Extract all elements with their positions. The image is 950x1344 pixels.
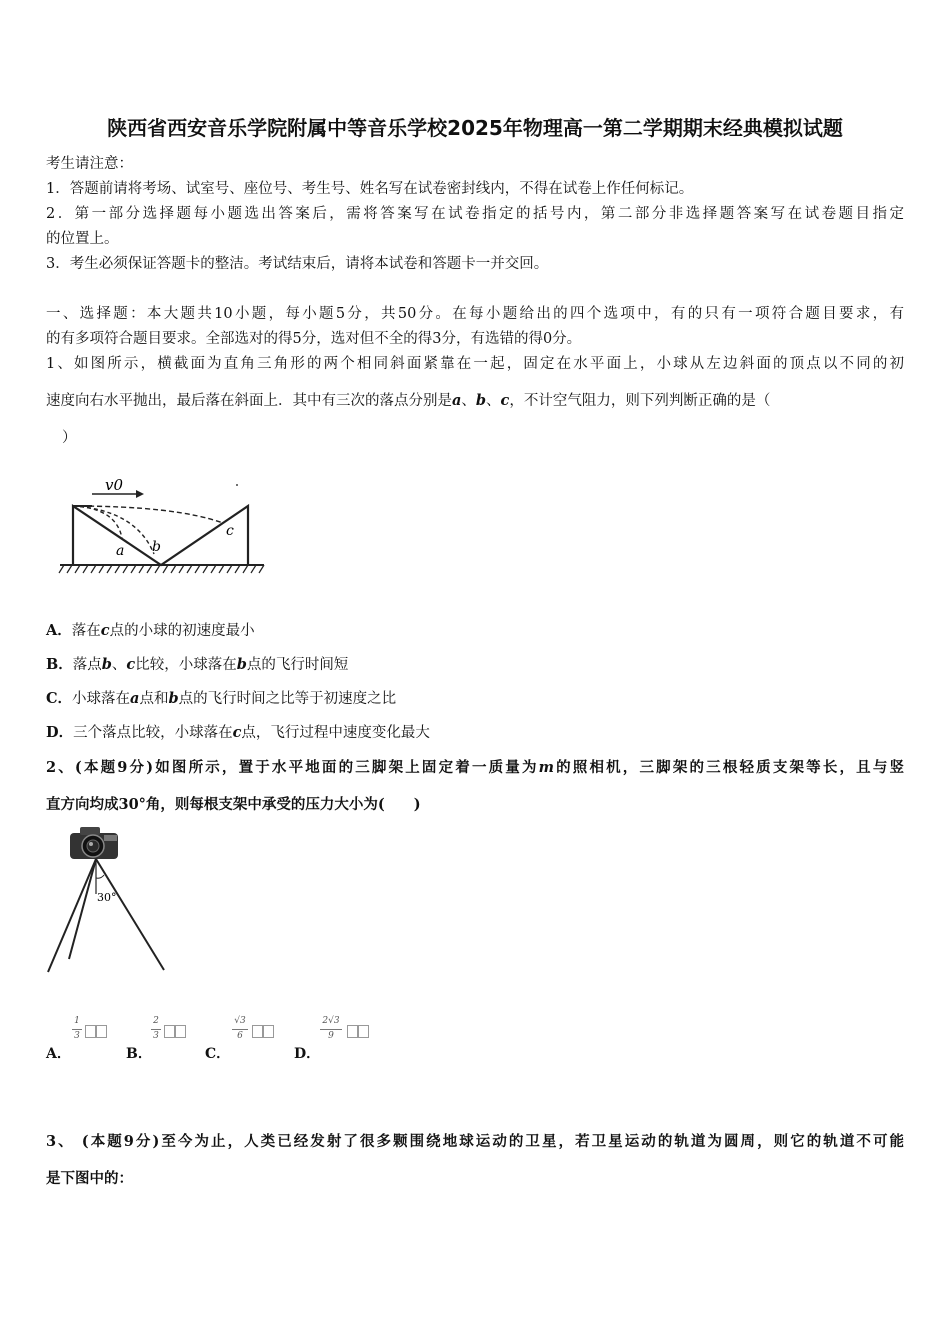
notice-item-1: 1．答题前请将考场、试室号、座位号、考生号、姓名写在试卷密封线内，不得在试卷上作任何标记。 [46,181,694,197]
option-key: B． [126,1046,152,1062]
section-heading-line1: 一、选择题：本大题共10小题，每小题5分，共50分。在每小题给出的四个选项中，有的只有一项符合题目要求，有 [46,306,904,322]
fraction-numerator: 2√3 [322,1016,340,1026]
fraction-bar [232,1029,248,1030]
q1-var-a: a [452,392,462,409]
option-key: C． [205,1046,231,1062]
q1-var-c: c [500,392,510,409]
q1-sep: 、 [486,393,501,409]
q1-line3: ） [62,430,77,446]
option-key: A． [46,1046,71,1062]
fraction-numerator: √3 [234,1016,246,1026]
q2-line1-tail: 的照相机，三脚架的三根轻质支架等长，且与竖 [553,759,905,776]
option-text: 三个落点比较，小球落在 [73,725,233,741]
option-text: 点的飞行时间短 [246,657,349,673]
q1-option-d[interactable] [46,721,430,742]
option-var: b [168,690,179,707]
missing-glyph-icon [263,1025,274,1038]
section-heading-line2: 的有多项符合题目要求。全部选对的得5分，选对但不全的得3分，有选错的得0分。 [46,331,582,347]
option-var: c [232,724,242,741]
q1-line2-text: 速度向右水平抛出，最后落在斜面上．其中有三次的落点分别是 [46,393,452,409]
option-text: 、 [111,657,127,673]
missing-glyph-icon [96,1025,107,1038]
q1-option-a[interactable] [46,619,255,640]
option-text: 比较，小球落在 [135,657,237,673]
missing-glyph-icon [358,1025,369,1038]
option-var: c [126,656,136,673]
notice-item-3: 3．考生必须保证答题卡的整洁。考试结束后，请将本试卷和答题卡一并交回。 [46,256,549,272]
exam-title: 陕西省西安音乐学院附属中等音乐学校2025年物理高一第二学期期末经典模拟试题 [107,116,843,140]
q1-line2-tail: ，不计空气阻力，则下列判断正确的是（ [509,393,771,409]
option-text: 落点 [72,657,102,673]
q1-option-b[interactable] [46,653,348,674]
q1-point-b-label: b [152,539,161,555]
q2-line1-text: 2、(本题9分)如图所示，置于水平地面的三脚架上固定着一质量为 [46,759,539,776]
option-var: c [100,622,110,639]
option-var: b [101,656,112,673]
q2-var-m: m [538,759,554,776]
fraction-denominator: 6 [237,1031,243,1041]
q1-line2 [46,389,770,410]
missing-glyph-icon [175,1025,186,1038]
q2-line1 [46,756,904,777]
q1-v0-label: v0 [105,476,124,494]
q1-point-c-label: c [226,523,234,539]
option-text: 点和 [139,691,169,707]
option-text: 小球落在 [72,691,131,707]
q1-line1: 1、如图所示，横截面为直角三角形的两个相同斜面紧靠在一起，固定在水平面上，小球从左边斜面的顶点以不同的初 [46,356,904,372]
missing-glyph-icon [252,1025,263,1038]
q3-line1: 3、 (本题9分)至今为止，人类已经发射了很多颗围绕地球运动的卫星，若卫星运动的轨道为圆周，则它的轨道不可能 [46,1133,904,1150]
option-text: 点，飞行过程中速度变化最大 [241,725,430,741]
fraction-denominator: 3 [153,1031,159,1041]
fraction-bar [320,1029,342,1030]
option-key: C． [46,690,73,707]
q1-option-c[interactable] [46,687,396,708]
q1-sep: 、 [461,393,476,409]
option-var: a [130,690,140,707]
option-key: D． [46,724,74,741]
missing-glyph-icon [164,1025,175,1038]
notice-item-2: 2．第一部分选择题每小题选出答案后，需将答案写在试卷指定的括号内，第二部分非选择题答案写在试卷题目指定 [46,206,904,222]
option-text: 点的小球的初速度最小 [109,623,255,639]
fraction-numerator: 1 [74,1016,80,1026]
q3-line2: 是下图中的： [46,1170,133,1187]
q2-angle-label: 30° [97,891,117,904]
q1-point-a-label: a [116,543,125,559]
option-key: D． [294,1046,321,1062]
option-text: 点的飞行时间之比等于初速度之比 [178,691,397,707]
option-var: b [236,656,247,673]
fraction-bar [72,1029,82,1030]
missing-glyph-icon [347,1025,358,1038]
q2-line2: 直方向均成30°角，则每根支架中承受的压力大小为( ) [46,796,421,813]
option-key: B． [46,656,73,673]
option-text: 落在 [71,623,101,639]
notice-heading: 考生请注意： [46,156,133,172]
fraction-denominator: 3 [74,1031,80,1041]
q2-tripod-figure [44,822,174,977]
fraction-denominator: 9 [328,1031,334,1041]
notice-item-2-cont: 的位置上。 [46,231,119,247]
q1-incline-figure [56,472,271,582]
q1-var-b: b [475,392,487,409]
fraction-bar [151,1029,161,1030]
camera-icon [70,827,118,859]
missing-glyph-icon [85,1025,96,1038]
fraction-numerator: 2 [153,1016,159,1026]
option-key: A． [46,622,72,639]
